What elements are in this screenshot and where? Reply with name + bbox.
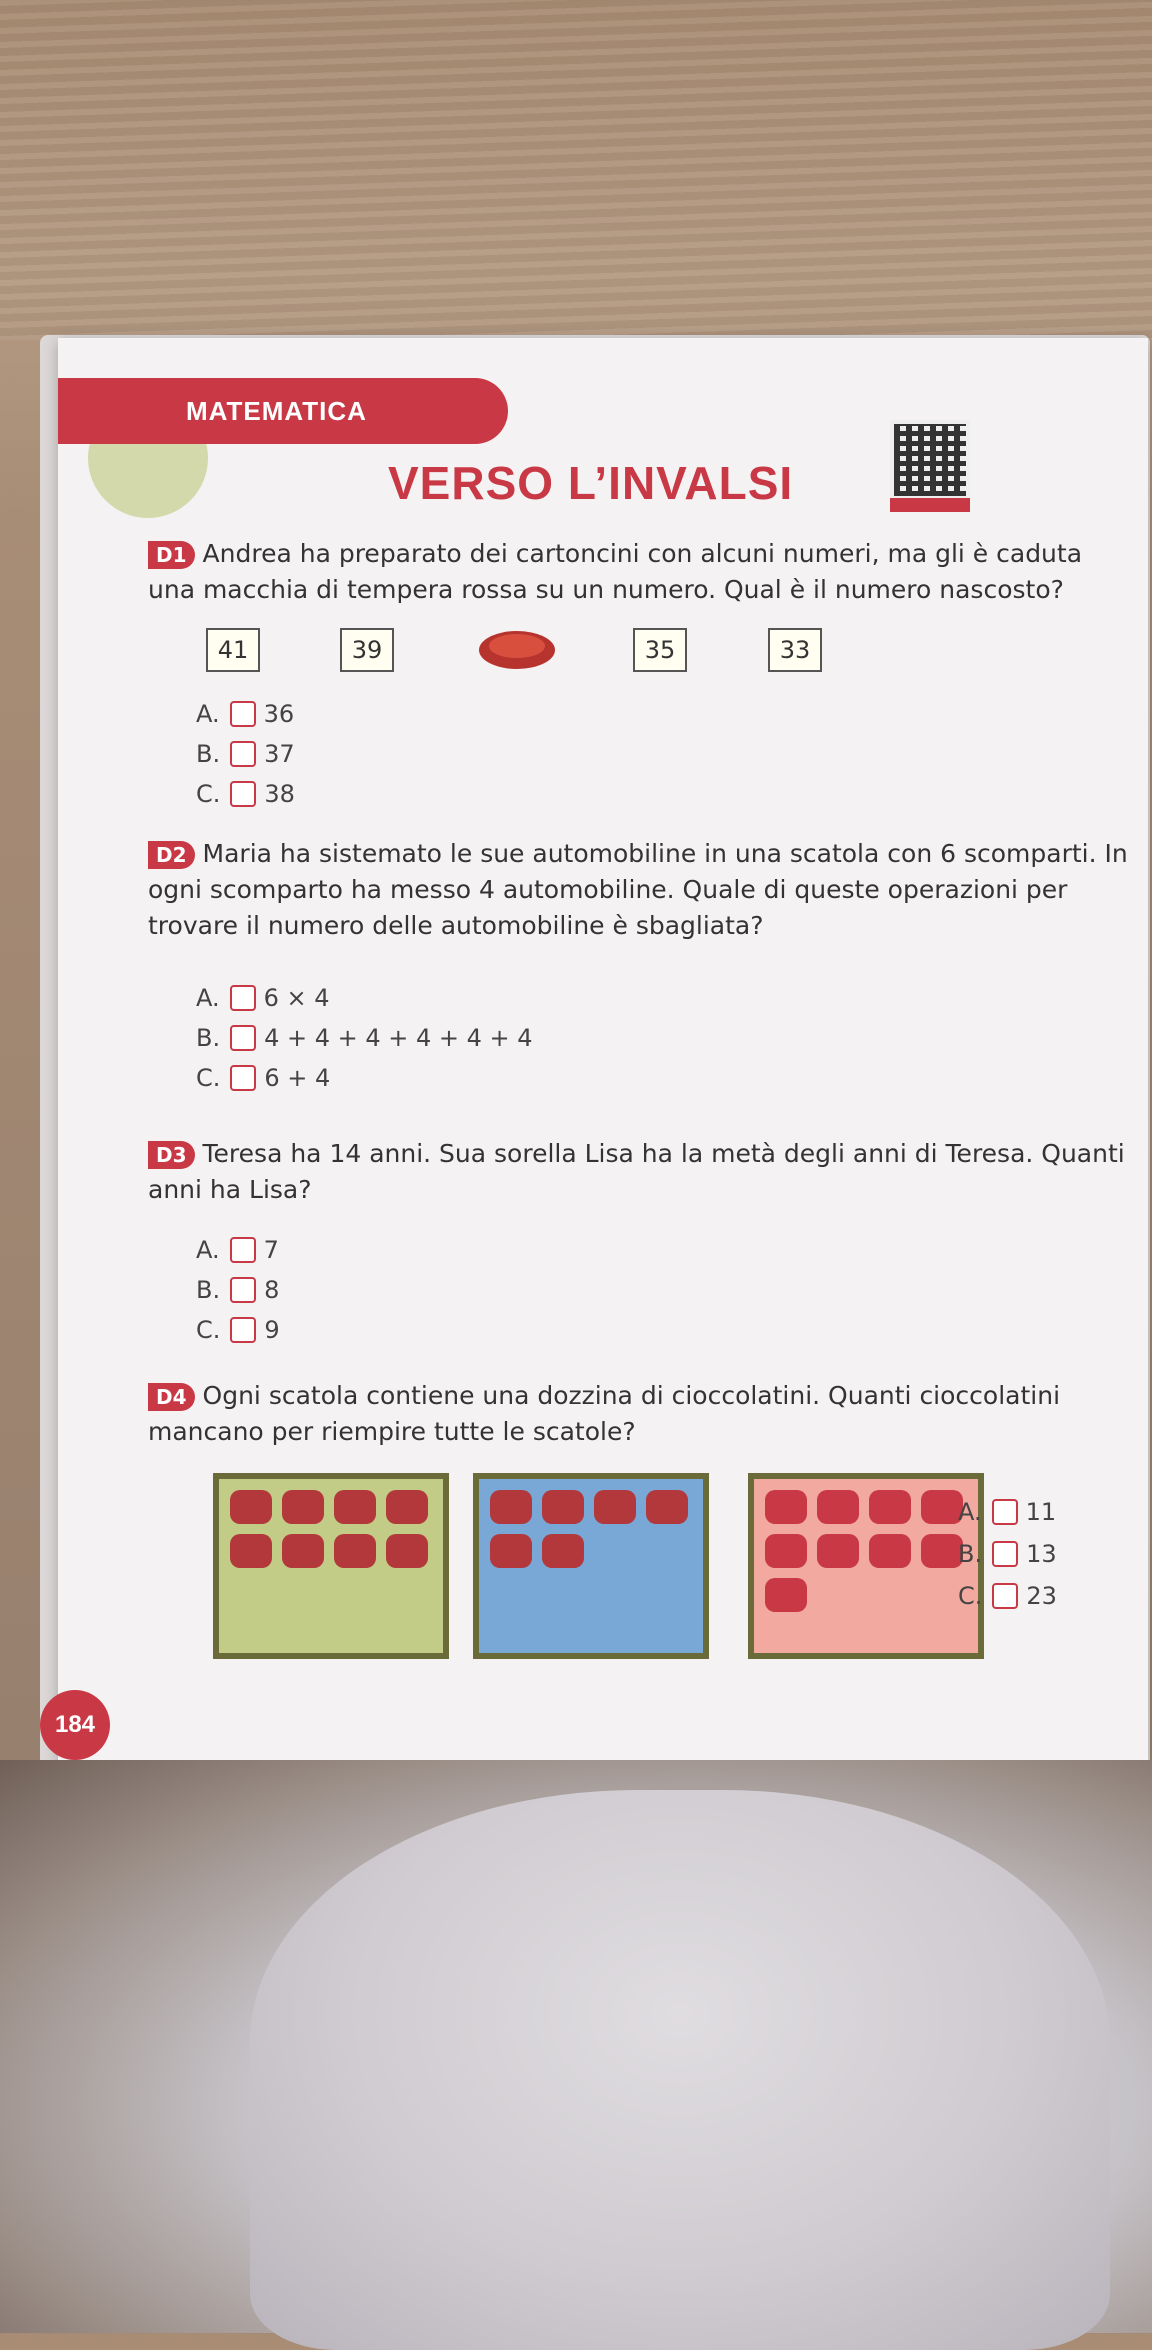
option-a[interactable] bbox=[196, 984, 330, 1012]
chocolate-box-2 bbox=[468, 1468, 718, 1668]
option-value: 38 bbox=[264, 780, 295, 808]
checkbox[interactable] bbox=[992, 1583, 1018, 1609]
option-b[interactable] bbox=[958, 1540, 1057, 1568]
chocolate bbox=[490, 1534, 532, 1568]
page-number: 184 bbox=[40, 1690, 110, 1760]
option-value: 9 bbox=[264, 1316, 280, 1344]
chocolate bbox=[334, 1490, 376, 1524]
checkbox[interactable] bbox=[230, 1317, 256, 1343]
option-c[interactable] bbox=[958, 1582, 1057, 1610]
option-letter: C. bbox=[196, 1316, 221, 1344]
option-value: 11 bbox=[1025, 1498, 1057, 1526]
question-badge: D3 bbox=[148, 1141, 195, 1169]
question-text: Teresa ha 14 anni. Sua sorella Lisa ha la metà degli anni di Teresa. Quanti anni ha Lisa? bbox=[148, 1139, 1125, 1204]
question-d1 bbox=[148, 536, 1128, 608]
question-badge: D4 bbox=[148, 1383, 195, 1411]
chocolate bbox=[542, 1490, 584, 1524]
checkbox[interactable] bbox=[230, 781, 256, 807]
option-letter: A. bbox=[196, 984, 220, 1012]
chocolate bbox=[765, 1534, 807, 1568]
question-d3 bbox=[148, 1136, 1128, 1208]
chocolate-box-1 bbox=[208, 1468, 458, 1668]
qr-code-icon bbox=[890, 420, 970, 500]
option-value: 6 × 4 bbox=[263, 984, 330, 1012]
checkbox[interactable] bbox=[230, 701, 256, 727]
option-value: 37 bbox=[264, 740, 295, 768]
chocolate bbox=[646, 1490, 688, 1524]
option-letter: A. bbox=[196, 1236, 220, 1264]
chocolate-box-3 bbox=[743, 1468, 993, 1668]
option-value: 7 bbox=[263, 1236, 279, 1264]
option-letter: C. bbox=[958, 1582, 983, 1610]
paint-stain-icon bbox=[478, 626, 556, 670]
option-c[interactable] bbox=[196, 1316, 280, 1344]
qr-label-icon bbox=[890, 498, 970, 512]
checkbox[interactable] bbox=[992, 1541, 1018, 1567]
option-letter: B. bbox=[196, 740, 221, 768]
option-letter: B. bbox=[958, 1540, 983, 1568]
chocolate bbox=[282, 1490, 324, 1524]
option-value: 23 bbox=[1026, 1582, 1057, 1610]
chocolate bbox=[490, 1490, 532, 1524]
chocolate bbox=[921, 1490, 963, 1524]
chocolate bbox=[817, 1534, 859, 1568]
question-text: Maria ha sistemato le sue automobiline in una scatola con 6 scomparti. In ogni scomparto ha messo 4 automobiline. Quale di queste operazioni per trovare il numero delle automobiline è sbagliata? bbox=[148, 839, 1128, 940]
option-value: 6 + 4 bbox=[264, 1064, 331, 1092]
option-c[interactable] bbox=[196, 780, 295, 808]
checkbox[interactable] bbox=[230, 741, 256, 767]
checkbox[interactable] bbox=[230, 1277, 256, 1303]
option-value: 8 bbox=[264, 1276, 280, 1304]
checkbox[interactable] bbox=[230, 1065, 256, 1091]
chocolate bbox=[869, 1534, 911, 1568]
chocolate bbox=[230, 1534, 272, 1568]
chocolate bbox=[386, 1490, 428, 1524]
chocolate bbox=[386, 1534, 428, 1568]
checkbox[interactable] bbox=[230, 1025, 256, 1051]
option-letter: C. bbox=[196, 780, 221, 808]
option-letter: A. bbox=[196, 700, 220, 728]
option-letter: C. bbox=[196, 1064, 221, 1092]
option-letter: A. bbox=[958, 1498, 982, 1526]
option-a[interactable] bbox=[196, 700, 294, 728]
textbook-page bbox=[58, 338, 1148, 1763]
chocolate bbox=[765, 1578, 807, 1612]
number-card: 33 bbox=[768, 628, 822, 672]
checkbox[interactable] bbox=[992, 1499, 1018, 1525]
question-badge: D2 bbox=[148, 841, 195, 869]
checkbox[interactable] bbox=[230, 1237, 256, 1263]
subject-tab-left bbox=[58, 378, 198, 444]
chocolate bbox=[230, 1490, 272, 1524]
question-text: Andrea ha preparato dei cartoncini con alcuni numeri, ma gli è caduta una macchia di tempera rossa su un numero. Qual è il numero nascosto? bbox=[148, 539, 1083, 604]
chocolate bbox=[542, 1534, 584, 1568]
chocolate bbox=[594, 1490, 636, 1524]
option-letter: B. bbox=[196, 1024, 221, 1052]
option-value: 13 bbox=[1026, 1540, 1057, 1568]
knee-shape bbox=[250, 1790, 1110, 2350]
page-title: VERSO L’INVALSI bbox=[388, 457, 794, 509]
chocolate bbox=[282, 1534, 324, 1568]
option-b[interactable] bbox=[196, 1024, 533, 1052]
number-card: 39 bbox=[340, 628, 394, 672]
option-c[interactable] bbox=[196, 1064, 330, 1092]
subject-label: MATEMATICA bbox=[186, 396, 367, 426]
wooden-table-background bbox=[0, 0, 1152, 340]
question-d4 bbox=[148, 1378, 1128, 1450]
question-text: Ogni scatola contiene una dozzina di cioccolatini. Quanti cioccolatini mancano per riempire tutte le scatole? bbox=[148, 1381, 1061, 1446]
number-card: 35 bbox=[633, 628, 687, 672]
chocolate bbox=[817, 1490, 859, 1524]
option-b[interactable] bbox=[196, 740, 295, 768]
question-d2 bbox=[148, 836, 1128, 944]
chocolate bbox=[765, 1490, 807, 1524]
option-letter: B. bbox=[196, 1276, 221, 1304]
checkbox[interactable] bbox=[230, 985, 256, 1011]
question-badge: D1 bbox=[148, 541, 195, 569]
chocolate bbox=[869, 1490, 911, 1524]
option-b[interactable] bbox=[196, 1276, 279, 1304]
number-card: 41 bbox=[206, 628, 260, 672]
option-value: 36 bbox=[263, 700, 295, 728]
option-value: 4 + 4 + 4 + 4 + 4 + 4 bbox=[264, 1024, 533, 1052]
option-a[interactable] bbox=[958, 1498, 1056, 1526]
chocolate bbox=[921, 1534, 963, 1568]
chocolate bbox=[334, 1534, 376, 1568]
option-a[interactable] bbox=[196, 1236, 279, 1264]
